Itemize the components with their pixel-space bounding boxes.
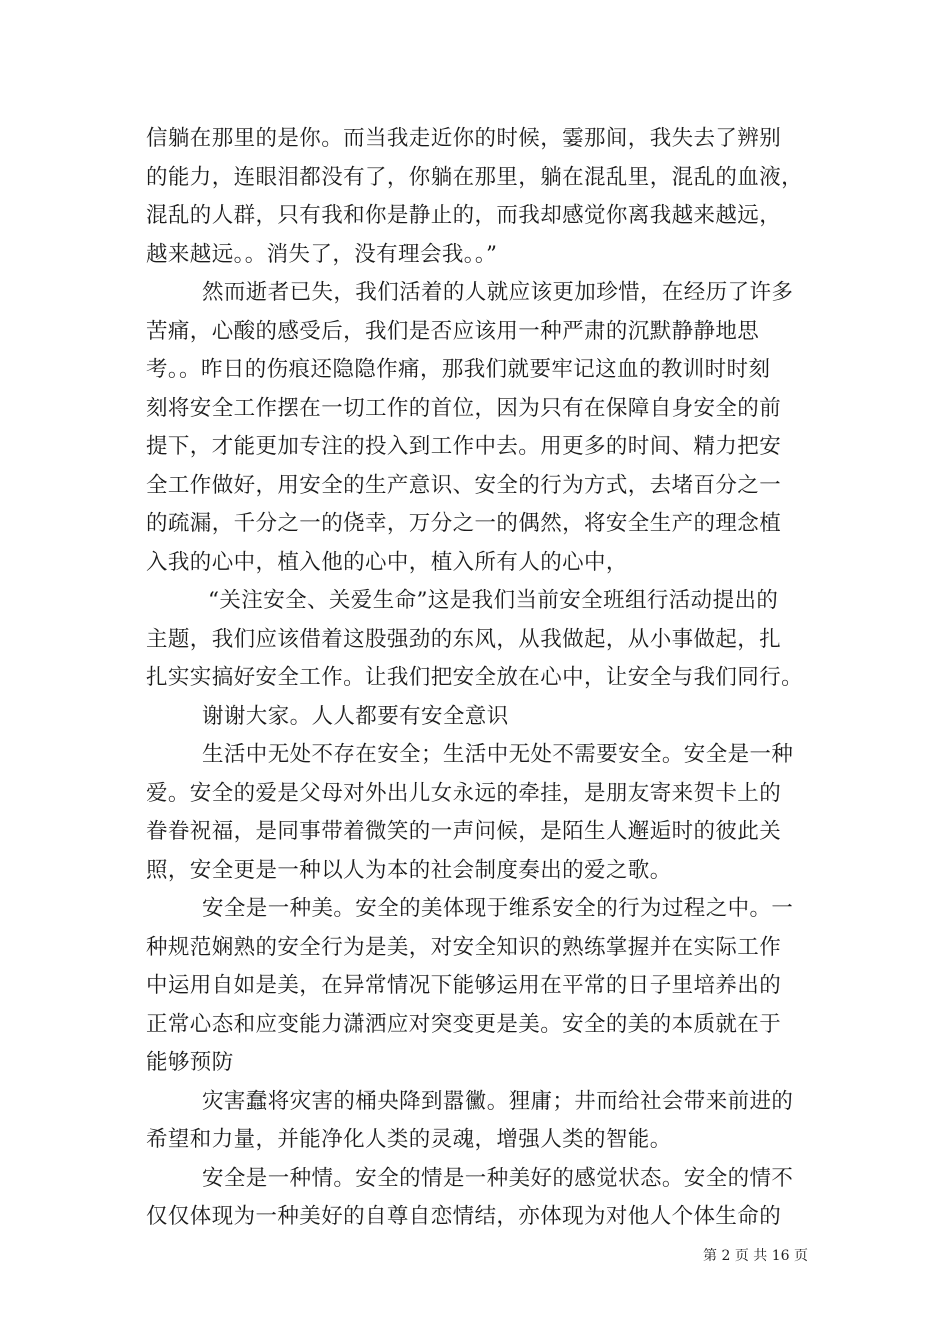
text-line: 入我的心中，植入他的心中，植入所有人的心中， xyxy=(146,549,628,575)
text-line: 谢谢大家。人人都要有安全意识 xyxy=(202,703,509,729)
document-body xyxy=(146,120,806,1237)
text-line: 苦痛，心酸的感受后，我们是否应该用一种严肃的沉默静静地思 xyxy=(146,318,760,344)
text-line: 提下，才能更加专注的投入到工作中去。用更多的时间、精力把安 xyxy=(146,434,782,459)
text-line: 爱。安全的爱是父母对外出儿女永远的牵挂，是朋友寄来贺卡上的 xyxy=(146,780,782,806)
text-line: 种规范娴熟的安全行为是美，对安全知识的熟练掌握并在实际工作 xyxy=(146,934,782,960)
text-line: 眷眷祝福，是同事带着微笑的一声问候，是陌生人邂逅时的彼此关 xyxy=(146,819,782,844)
text-line: 安全是一种情。安全的情是一种美好的感觉状态。安全的情不 xyxy=(202,1165,794,1191)
text-line: 扎实实搞好安全工作。让我们把安全放在心中，让安全与我们同行。 xyxy=(146,665,804,690)
text-line: 的疏漏，千分之一的侥幸，万分之一的偶然，将安全生产的理念植 xyxy=(146,511,782,536)
text-line: 的能力，连眼泪都没有了，你躺在那里，躺在混乱里，混乱的血液， xyxy=(146,164,804,190)
text-line: 灾害蠢将灾害的桶央降到嚣黴。狸庸；井而给社会带来前进的 xyxy=(202,1088,794,1114)
text-line: 主题，我们应该借着这股强劲的东风，从我做起，从小事做起，扎 xyxy=(146,626,782,652)
text-line: 全工作做好，用安全的生产意识、安全的行为方式，去堵百分之一 xyxy=(146,472,782,498)
text-line: 越来越远。。消失了，没有理会我。。” xyxy=(146,241,498,267)
text-line: 然而逝者已失，我们活着的人就应该更加珍惜，在经历了许多 xyxy=(202,280,794,305)
text-line: 信躺在那里的是你。而当我走近你的时候，霎那间，我失去了辨别 xyxy=(146,126,782,151)
text-line: 安全是一种美。安全的美体现于维系安全的行为过程之中。一 xyxy=(202,896,794,921)
page-number-footer: 第 2 页 共 16 页 xyxy=(703,1248,808,1264)
text-line: “关注安全、关爱生命”这是我们当前安全班组行活动提出的 xyxy=(208,588,779,613)
text-line: 正常心态和应变能力潇洒应对突变更是美。安全的美的本质就在于 xyxy=(146,1011,782,1037)
text-line: 刻将安全工作摆在一切工作的首位，因为只有在保障自身安全的前 xyxy=(146,395,782,421)
text-line: 希望和力量，并能净化人类的灵魂，增强人类的智能。 xyxy=(146,1127,672,1152)
text-line: 仅仅体现为一种美好的自尊自恋情结，亦体现为对他人个体生命的 xyxy=(146,1204,782,1229)
text-line: 照，安全更是一种以人为本的社会制度奏出的爱之歌。 xyxy=(146,857,672,883)
text-line: 考。。昨日的伤痕还隐隐作痛，那我们就要牢记这血的教训时时刻 xyxy=(146,357,771,382)
text-line: 混乱的人群，只有我和你是静止的，而我却感觉你离我越来越远， xyxy=(146,203,782,228)
text-line: 中运用自如是美，在异常情况下能够运用在平常的日子里培养出的 xyxy=(146,973,782,998)
text-line: 生活中无处不存在安全；生活中无处不需要安全。安全是一种 xyxy=(202,742,794,767)
text-line: 能够预防 xyxy=(146,1050,234,1075)
